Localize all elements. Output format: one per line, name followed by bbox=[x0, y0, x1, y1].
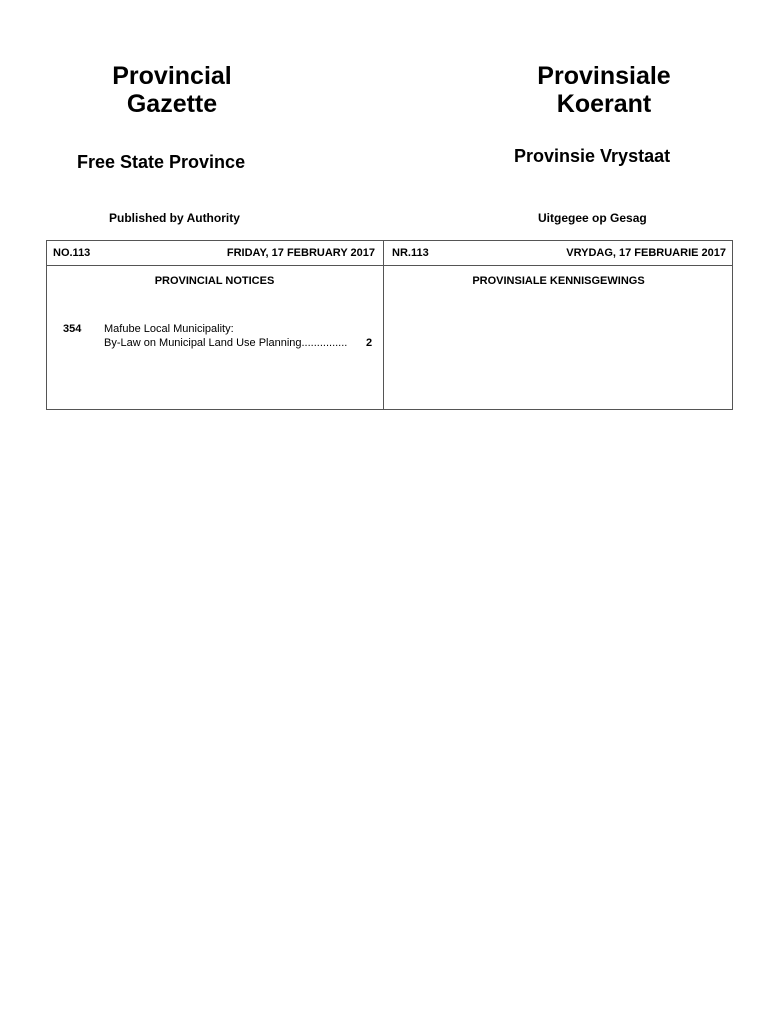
authority-english: Published by Authority bbox=[109, 211, 240, 225]
title-english bbox=[72, 62, 272, 118]
title-afrikaans-line1: Provinsiale bbox=[537, 62, 671, 90]
issue-date-afrikaans: VRYDAG, 17 FEBRUARIE 2017 bbox=[566, 247, 726, 259]
header-rule-afrikaans bbox=[384, 265, 733, 266]
title-afrikaans-line2: Koerant bbox=[556, 90, 652, 118]
section-heading-english: PROVINCIAL NOTICES bbox=[154, 275, 275, 287]
title-afrikaans bbox=[504, 62, 704, 118]
issue-number-afrikaans: NR.113 bbox=[392, 247, 429, 259]
notice-title-line2: By-Law on Municipal Land Use Planning............... bbox=[104, 337, 348, 349]
header-rule-english bbox=[46, 265, 383, 266]
notice-title-line1: Mafube Local Municipality: bbox=[104, 323, 234, 335]
province-afrikaans: Provinsie Vrystaat bbox=[514, 146, 671, 166]
issue-date-english: FRIDAY, 17 FEBRUARY 2017 bbox=[226, 247, 375, 259]
notice-number: 354 bbox=[63, 323, 82, 335]
title-english-line2: Gazette bbox=[126, 90, 218, 118]
authority-afrikaans: Uitgegee op Gesag bbox=[538, 211, 647, 225]
province-english: Free State Province bbox=[77, 152, 246, 172]
title-english-line1: Provincial bbox=[112, 62, 232, 90]
notice-page-number: 2 bbox=[366, 337, 373, 349]
section-heading-afrikaans: PROVINSIALE KENNISGEWINGS bbox=[472, 275, 645, 287]
issue-number-english: NO.113 bbox=[53, 247, 91, 259]
